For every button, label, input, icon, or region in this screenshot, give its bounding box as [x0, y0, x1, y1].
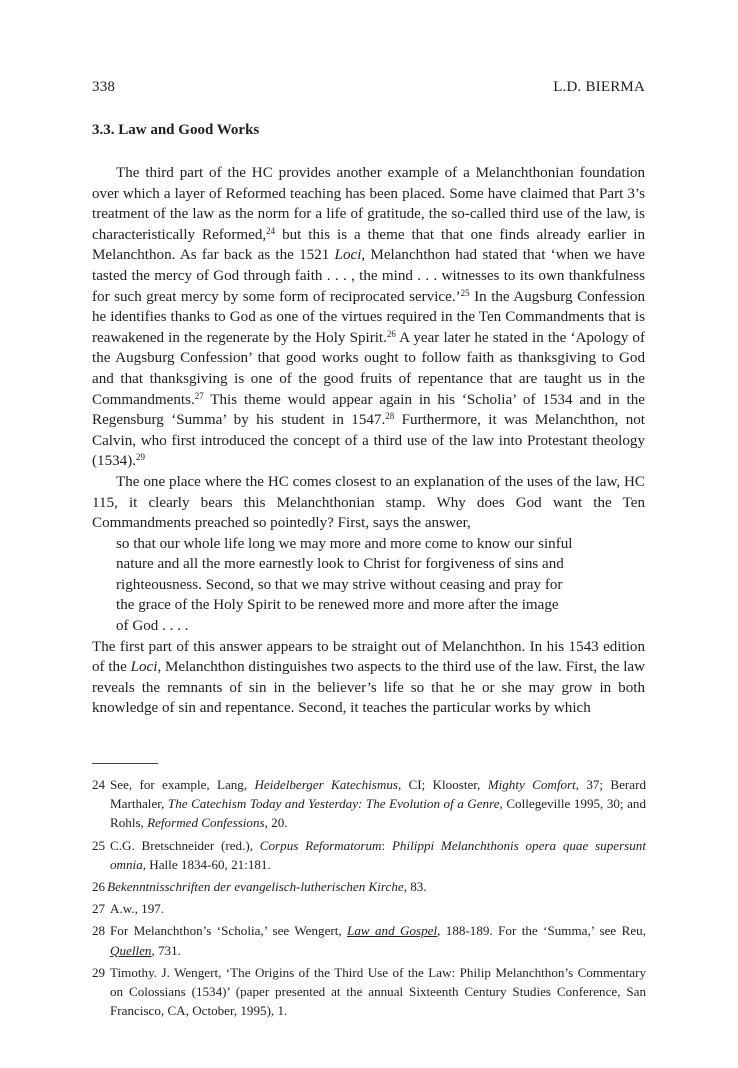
footnote-ref-25: 25 [460, 287, 470, 298]
body-text [92, 163, 645, 719]
quote-line: so that our whole life long we may more and more come to know our sinful [116, 535, 573, 552]
footnote-29: 29 Timothy. J. Wengert, ‘The Origins of the Third Use of the Law: Philip Melanchthon’s Commentary on Colossians (1534)’ (paper presented at the annual Sixteenth Century Studies Conference, San Francisco, CA, October, 1995), 1. [92, 964, 646, 1019]
running-head [92, 79, 645, 96]
footnote-24: 24 See, for example, Lang, Heidelberger Katechismus, CI; Klooster, Mighty Comfort, 37; Berard Marthaler, The Catechism Today and Yesterday: The Evolution of a Genre, Collegeville 1995, 30; and Rohls, Reformed Confessions, 20. [92, 777, 646, 831]
section-heading: 3.3. Law and Good Works [92, 122, 260, 138]
quote-line: of God . . . . [116, 618, 189, 635]
footnote-separator [92, 763, 158, 764]
quote-line: righteousness. Second, so that we may strive without ceasing and pray for [116, 576, 563, 593]
quote-line: the grace of the Holy Spirit to be renewed more and more after the image [116, 597, 559, 614]
footnote-ref-24: 24 [266, 225, 276, 236]
paragraph-3: The first part of this answer appears to be straight out of Melanchthon. In his 1543 edition of the Loci, Melanchthon distinguishes two aspects to the third use of the law. First, the law reveals the remnants of sin in the believer’s life so that he or she may grow in both knowledge of sin and repentance. Second, it teaches the particular works by which [92, 638, 645, 717]
footnote-26: 26 Bekenntnisschriften der evangelisch-lutherischen Kirche, 83. [92, 879, 427, 895]
footnote-27: 27 A.w., 197. [92, 899, 646, 918]
footnote-28: 28 For Melanchthon’s ‘Scholia,’ see Wengert, Law and Gospel, 188-189. For the ‘Summa,’ see Reu, Quellen, 731. [92, 923, 646, 958]
footnote-25: 25 C.G. Bretschneider (red.), Corpus Reformatorum: Philippi Melanchthonis opera quae supersunt omnia, Halle 1834-60, 21:181. [92, 837, 646, 872]
paragraph-2: The one place where the HC comes closest to an explanation of the uses of the law, HC 115, it clearly bears this Melanchthonian stamp. Why does God want the Ten Commandments preached so pointedly? First, says the answer, [92, 473, 645, 532]
footnote-number: 26 [92, 879, 106, 895]
footnote-ref-27: 27 [194, 390, 204, 401]
quote-line: nature and all the more earnestly look to Christ for forgiveness of sins and [116, 556, 564, 573]
block-quote [116, 534, 586, 637]
footnote-number: 24 [92, 777, 106, 792]
footnote-number: 29 [92, 964, 106, 980]
footnote-ref-28: 28 [385, 411, 395, 422]
footnotes [92, 775, 646, 1023]
running-title: L.D. BIERMA [553, 79, 645, 95]
paragraph-1: The third part of the HC provides another example of a Melanchthonian foundation over which a layer of Reformed teaching has been placed. Some have claimed that Part 3’s treatment of the law as the norm for a life of gratitude, the so-called third use of the law, is characteristically Reformed,$^{24}$ but this is a theme that that one finds already earlier in Melanchthon. As far back as the 1521 Loci, Melanchthon had stated that ‘when we have tasted the mercy of God through faith . . . , the mind . . . witnesses to its own thankfulness for such great mercy by some form of reciprocated service.’$^{25}$ In the Augsburg Confession he identifies thanks to God as one of the virtues required in the Ten Commandments that is reawakened in the regenerate by the Holy Spirit.$^{26}$ A year later he stated in the ‘Apology of the Augsburg Confession’ that good works ought to follow faith as thanksgiving to God and that thanksgiving is one of the good fruits of repentance that are taught us in the Commandments.$^{27}$ This theme would appear again in his ‘Scholia’ of 1534 and in the Regensburg ‘Summa’ by his student in 1547.28 Furthermore, it was Melanchthon, not Calvin, who first introduced the concept of a third use of the law into Protestant theology (1534).$^{29}$ [92, 165, 645, 470]
page-number: 338 [92, 79, 116, 95]
footnote-number: 27 [92, 901, 106, 917]
footnote-ref-29: 29 [136, 452, 146, 463]
footnote-number: 25 [92, 837, 106, 853]
footnote-ref-26: 26 [386, 328, 396, 339]
footnote-number: 28 [92, 923, 106, 939]
